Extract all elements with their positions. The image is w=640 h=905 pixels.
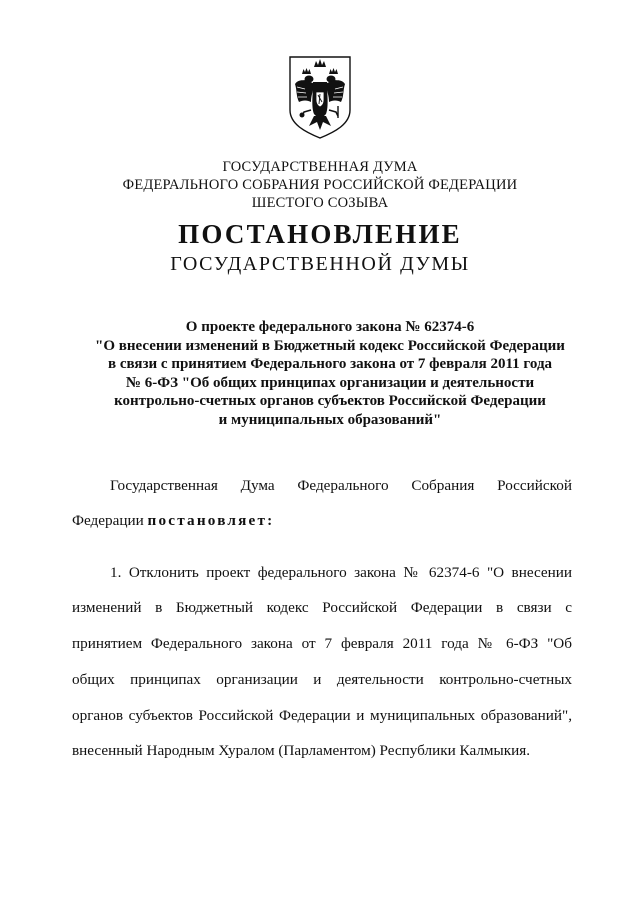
document-title: ПОСТАНОВЛЕНИЕ [178, 219, 462, 249]
subject-line: в связи с принятием Федерального закона от 7 февраля 2011 года [107, 356, 553, 373]
header-line-duma: ГОСУДАРСТВЕННАЯ ДУМА [222, 159, 418, 175]
item1-line: 1. Отклонить проект федерального закона № 62374-6 "О внесении [110, 564, 572, 581]
subject-line: № 6-ФЗ "Об общих принципах организации и деятельности [125, 374, 535, 391]
subject-line: О проекте федерального закона № 62374-6 [185, 319, 475, 335]
coat-of-arms-icon [287, 54, 353, 140]
preamble-line: Государственная Дума Федерального Собрания Российской [110, 477, 572, 494]
item1-line: органов субъектов Российской Федерации и муниципальных образований", [72, 707, 572, 724]
subject-line: и муниципальных образований" [218, 411, 442, 428]
item1-line: изменений в Бюджетный кодекс Российской Федерации в связи с [72, 599, 572, 616]
document-subject [60, 318, 600, 430]
item1-line: принятием Федерального закона от 7 февраля 2011 года № 6-ФЗ "Об [72, 635, 572, 652]
subject-line: контрольно-счетных органов субъектов Российской Федерации [114, 393, 546, 410]
decree-colon: : [267, 512, 275, 529]
preamble-line-decree [72, 511, 572, 531]
item1-line: внесенный Народным Хуралом (Парламентом) Республики Калмыкия. [72, 742, 531, 759]
decree-verb: постановляет [147, 512, 268, 529]
subject-line: "О внесении изменений в Бюджетный кодекс Российской Федерации [95, 337, 565, 354]
item1-line: общих принципах организации и деятельности контрольно-счетных [72, 671, 572, 688]
document-subtitle: ГОСУДАРСТВЕННОЙ ДУМЫ [170, 253, 470, 275]
header-line-federal-assembly: ФЕДЕРАЛЬНОГО СОБРАНИЯ РОССИЙСКОЙ ФЕДЕРАЦИИ [122, 177, 518, 193]
preamble-prefix: Федерации [72, 512, 148, 529]
header-line-convocation: ШЕСТОГО СОЗЫВА [251, 195, 389, 211]
